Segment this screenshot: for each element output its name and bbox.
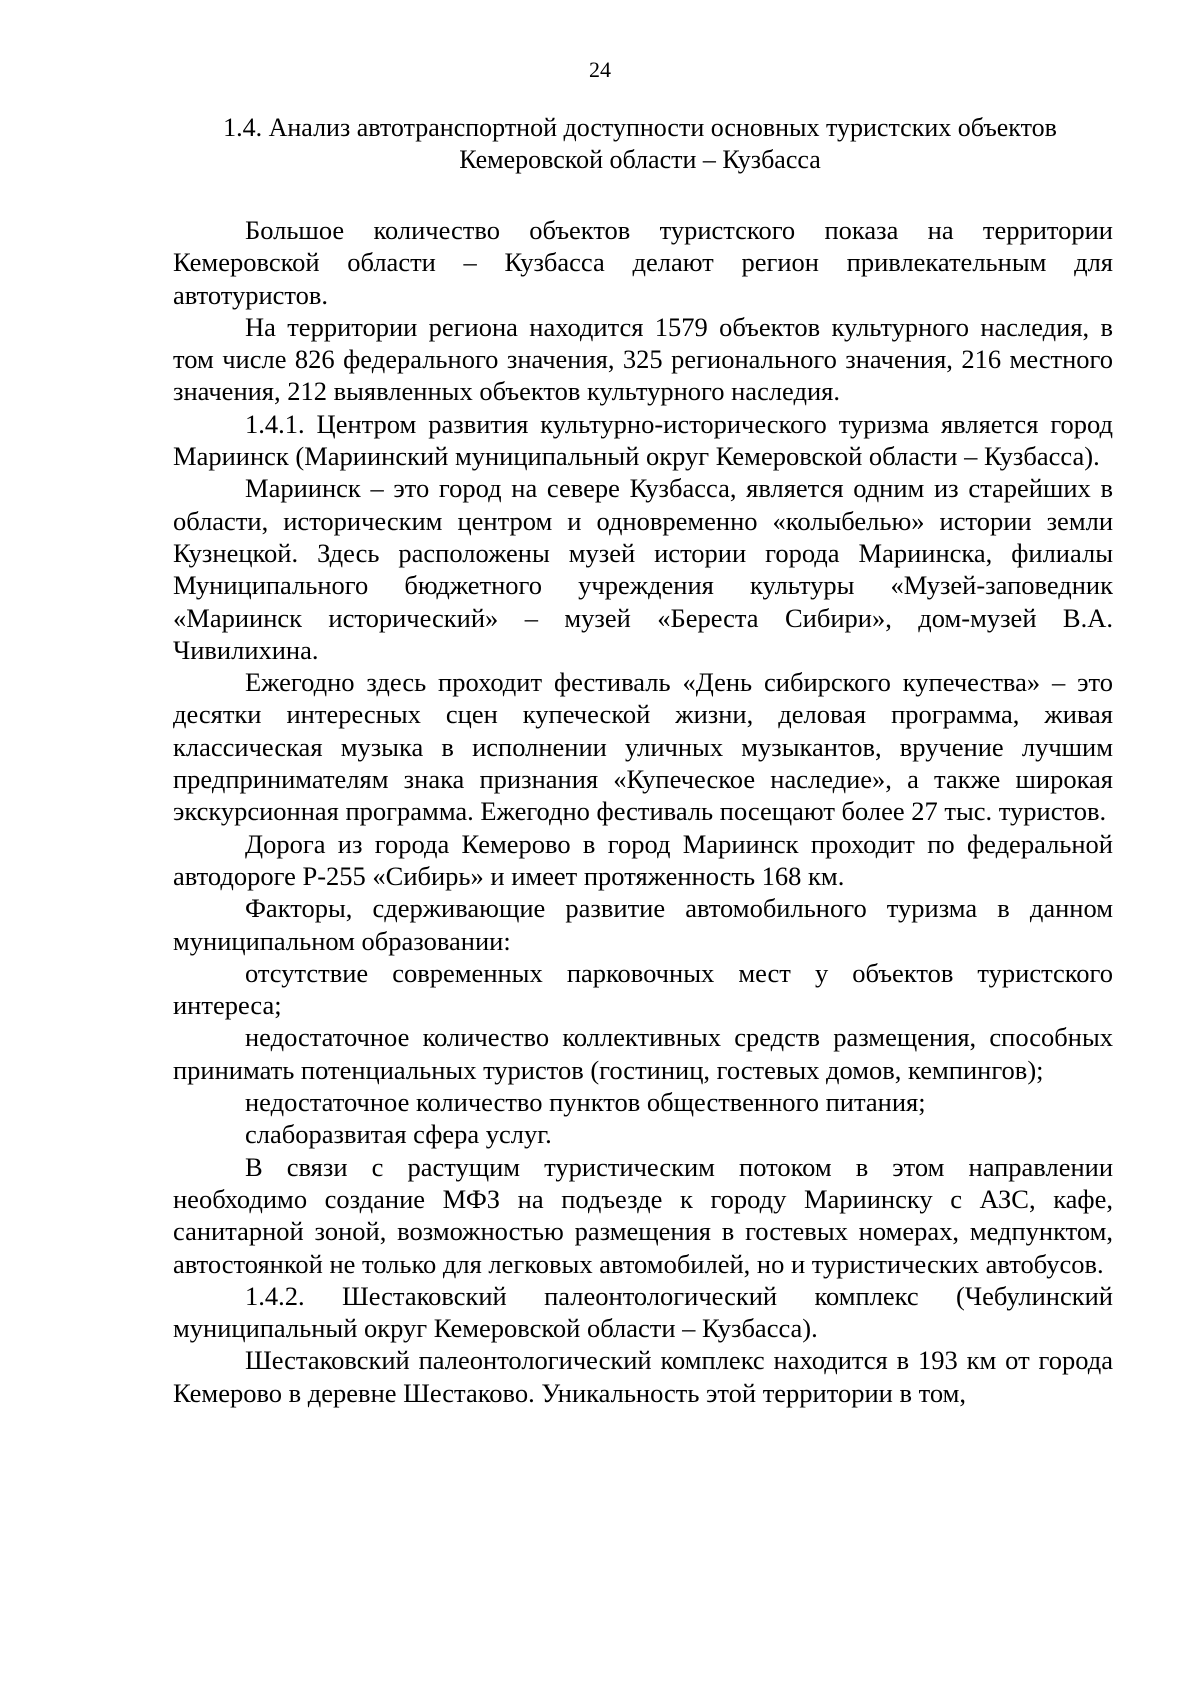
paragraph: Большое количество объектов туристского показа на территории Кемеровской области – Кузбасса делают регион привлекательным для автотуристов. [173, 215, 1113, 310]
paragraph: Мариинск – это город на севере Кузбасса, является одним из старейших в области, историческим центром и одновременно «колыбелью» истории земли Кузнецкой. Здесь расположены музей истории города Мариинска, филиалы Муниципального бюджетного учреждения культуры «Музей-заповедник «Мариинск исторический» – музей «Береста Сибири», дом-музей В.А. Чивилихина. [173, 473, 1113, 665]
paragraph: 1.4.1. Центром развития культурно-исторического туризма является город Мариинск (Мариинский муниципальный округ Кемеровской области – Кузбасса). [173, 408, 1113, 472]
paragraph: Шестаковский палеонтологический комплекс находится в 193 км от города Кемерово в деревне Шестаково. Уникальность этой территории в том, [173, 1345, 1113, 1408]
paragraph: Дорога из города Кемерово в город Мариинск проходит по федеральной автодороге Р-255 «Сибирь» и имеет протяженность 168 км. [173, 828, 1113, 891]
paragraph: В связи с растущим туристическим потоком в этом направлении необходимо создание МФЗ на подъезде к городу Мариинску с АЗС, кафе, санитарной зоной, возможностью размещения в гостевых номерах, медпунктом, автостоянкой не только для легковых автомобилей, но и туристических автобусов. [173, 1151, 1113, 1279]
paragraph: На территории региона находится 1579 объектов культурного наследия, в том числе 826 федерального значения, 325 регионального значения, 216 местного значения, 212 выявленных объектов культурного наследия. [173, 311, 1113, 407]
paragraph: 1.4.2. Шестаковский палеонтологический комплекс (Чебулинский муниципальный округ Кемеровской области – Кузбасса). [173, 1280, 1113, 1344]
section-heading-line-1: 1.4. Анализ автотранспортной доступности основных туристских объектов [223, 113, 1057, 142]
paragraph: Факторы, сдерживающие развитие автомобильного туризма в данном муниципальном образовании: [173, 893, 1113, 956]
section-heading [170, 112, 1110, 176]
list-item: слаборазвитая сфера услуг. [245, 1119, 552, 1150]
page-number: 24 [589, 57, 611, 82]
section-heading-line-2: Кемеровской области – Кузбасса [459, 145, 821, 174]
list-item: отсутствие современных парковочных мест у объектов туристского интереса; [173, 957, 1113, 1021]
list-item: недостаточное количество пунктов общественного питания; [245, 1087, 926, 1118]
body-text [173, 214, 1113, 1409]
paragraph: Ежегодно здесь проходит фестиваль «День сибирского купечества» – это десятки интересных сцен купеческой жизни, деловая программа, живая классическая музыка в исполнении уличных музыкантов, вручение лучшим предпринимателям знака признания «Купеческое наследие», а также широкая экскурсионная программа. Ежегодно фестиваль посещают более 27 тыс. туристов. [173, 667, 1113, 827]
list-item: недостаточное количество коллективных средств размещения, способных принимать потенциальных туристов (гостиниц, гостевых домов, кемпингов); [173, 1022, 1113, 1085]
